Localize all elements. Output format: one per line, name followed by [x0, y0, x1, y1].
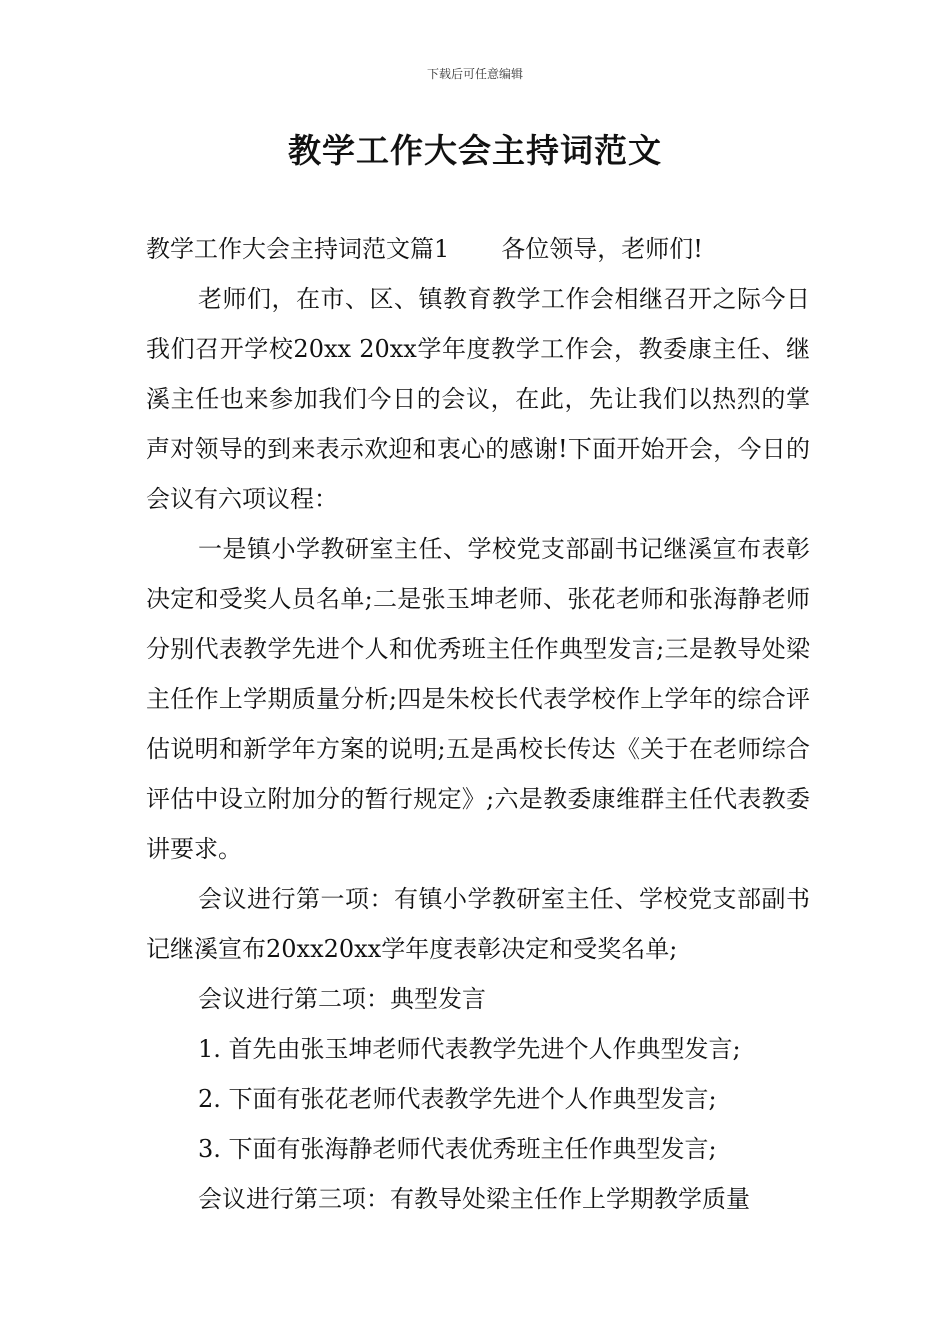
paragraph-item-one: 会议进行第一项：有镇小学教研室主任、学校党支部副书记继溪宣布20xx20xx学年度表彰决定和受奖名单;	[146, 885, 810, 963]
paragraph-item-three: 会议进行第三项：有教导处梁主任作上学期教学质量	[198, 1185, 750, 1213]
list-item: 1. 首先由张玉坤老师代表教学先进个人作典型发言;	[198, 1035, 741, 1063]
document-body	[146, 224, 810, 1224]
intro-heading: 教学工作大会主持词范文篇1	[146, 235, 450, 263]
header-note: 下载后可任意编辑	[426, 67, 523, 81]
list-item: 2. 下面有张花老师代表教学先进个人作典型发言;	[198, 1085, 717, 1113]
intro-greeting: 各位领导，老师们!	[501, 235, 703, 263]
list-item: 3. 下面有张海静老师代表优秀班主任作典型发言;	[198, 1135, 717, 1163]
paragraph-agenda: 一是镇小学教研室主任、学校党支部副书记继溪宣布表彰决定和受奖人员名单;二是张玉坤老师、张花老师和张海静老师分别代表教学先进个人和优秀班主任作典型发言;三是教导处梁主任作上学期质量分析;四是朱校长代表学校作上学年的综合评估说明和新学年方案的说明;五是禹校长传达《关于在老师综合评估中设立附加分的暂行规定》;六是教委康维群主任代表教委讲要求。	[146, 535, 810, 863]
paragraph-item-two: 会议进行第二项：典型发言	[198, 985, 486, 1013]
intro-line	[146, 224, 810, 274]
paragraph-opening: 老师们，在市、区、镇教育教学工作会相继召开之际今日我们召开学校20xx 20xx学年度教学工作会，教委康主任、继溪主任也来参加我们今日的会议，在此，先让我们以热烈的掌声对领导的到来表示欢迎和衷心的感谢!下面开始开会，今日的会议有六项议程：	[146, 285, 810, 513]
page-title: 教学工作大会主持词范文	[288, 131, 662, 170]
